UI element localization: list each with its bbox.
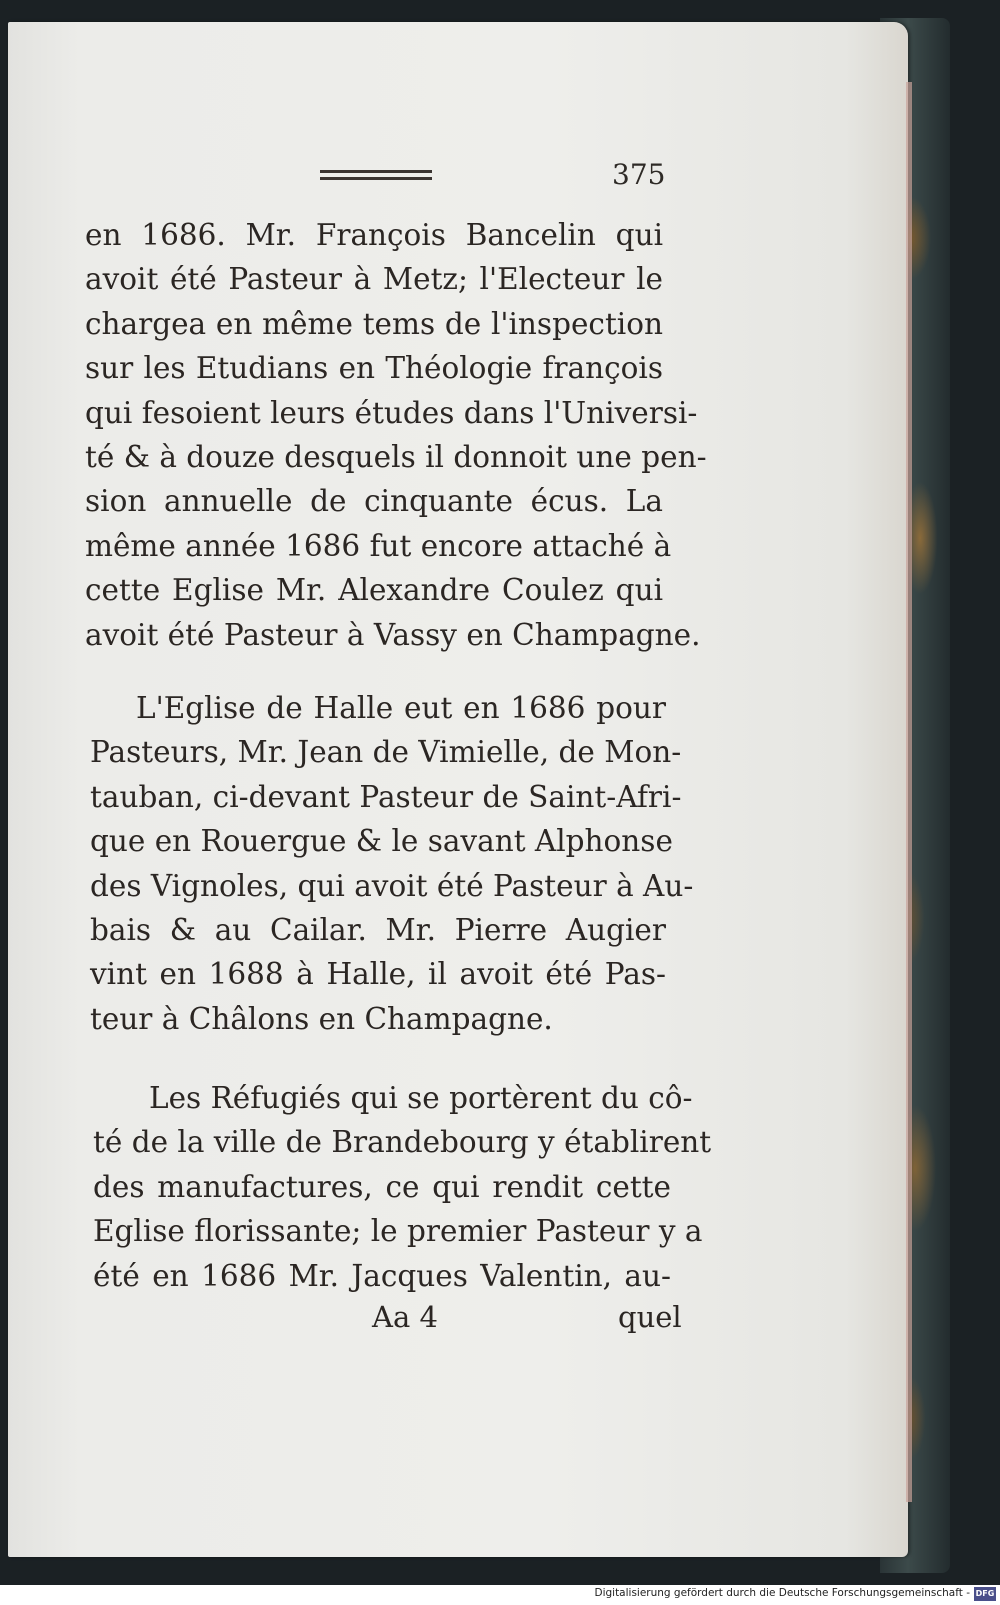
text-line: été en 1686 Mr. Jacques Valentin, au- [93, 1258, 671, 1293]
text-line: des Vignoles, qui avoit été Pasteur à Au- [90, 868, 694, 903]
paragraph-2 [90, 686, 694, 1041]
text-line: même année 1686 fut encore attaché à [85, 528, 672, 563]
text-line: des manufactures, ce qui rendit cette [93, 1169, 671, 1204]
text-line: Eglise florissante; le premier Pasteur y a [93, 1214, 703, 1249]
text-line: vint en 1688 à Halle, il avoit été Pas- [90, 957, 666, 992]
paragraph-1 [85, 213, 707, 657]
text-line: té & à douze desquels il donnoit une pen- [85, 439, 707, 474]
catchword: quel [618, 1300, 682, 1334]
text-line: chargea en même tems de l'inspection [85, 306, 663, 341]
text-line: tauban, ci-devant Pasteur de Saint-Afri- [90, 779, 682, 814]
text-line: en 1686. Mr. François Bancelin qui [85, 218, 663, 252]
text-line: Pasteurs, Mr. Jean de Vimielle, de Mon- [90, 735, 682, 770]
dfg-logo-icon: DFG [974, 1587, 996, 1601]
text-line: Les Réfugiés qui se portèrent du cô- [149, 1081, 693, 1115]
text-line: teur à Châlons en Champagne. [90, 1001, 553, 1036]
page-number: 375 [612, 158, 666, 191]
text-line: cette Eglise Mr. Alexandre Coulez qui [85, 573, 663, 608]
text-line: avoit été Pasteur à Vassy en Champagne. [85, 617, 701, 652]
text-line: sur les Etudians en Théologie françois [85, 351, 663, 386]
text-line: avoit été Pasteur à Metz; l'Electeur le [85, 262, 663, 297]
signature-mark: Aa 4 [372, 1300, 438, 1334]
funding-credit: Digitalisierung gefördert durch die Deutsche Forschungsgemeinschaft - [594, 1587, 970, 1599]
header-rule [320, 170, 432, 180]
text-line: L'Eglise de Halle eut en 1686 pour [136, 691, 666, 725]
text-line: sion annuelle de cinquante écus. La [85, 484, 663, 519]
text-line: té de la ville de Brandebourg y établirent [93, 1125, 712, 1160]
text-line: bais & au Cailar. Mr. Pierre Augier [90, 912, 666, 947]
text-line: qui fesoient leurs études dans l'Universi- [85, 395, 698, 430]
text-line: que en Rouergue & le savant Alphonse [90, 824, 673, 859]
paragraph-3 [93, 1076, 712, 1298]
